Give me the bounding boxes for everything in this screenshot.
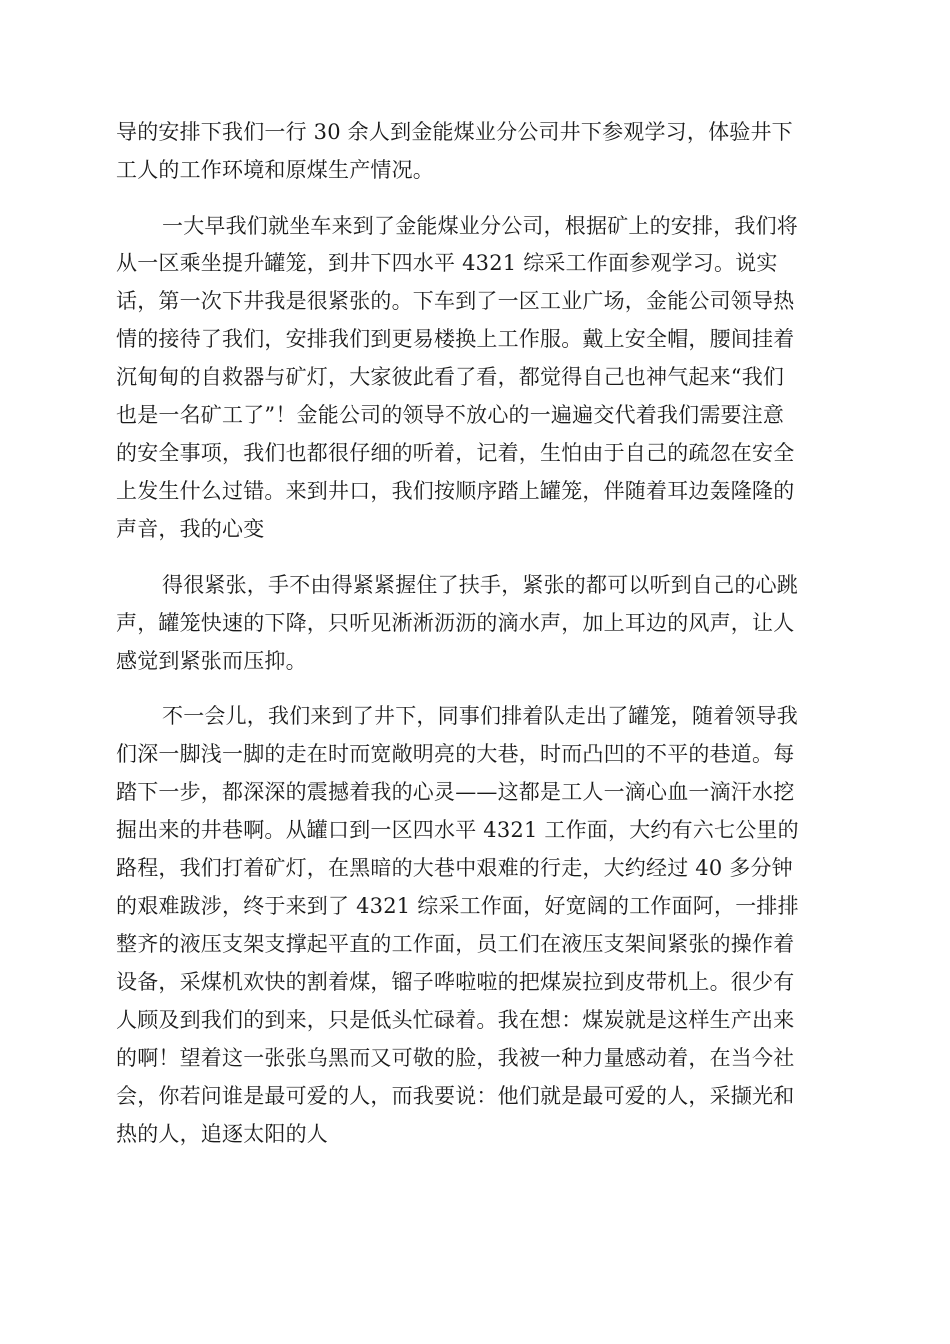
paragraph-3-line-2: 声，罐笼快速的下降，只听见淅淅沥沥的滴水声，加上耳边的风声，让人 xyxy=(116,611,795,635)
paragraph-2-line-9: 声音，我的心变 xyxy=(116,517,265,541)
paragraph-2-line-1: 一大早我们就坐车来到了金能煤业分公司，根据矿上的安排，我们将 xyxy=(162,214,798,238)
paragraph-4-line-12: 热的人，追逐太阳的人 xyxy=(116,1122,328,1146)
paragraph-4-line-11: 会，你若问谁是最可爱的人，而我要说：他们就是最可爱的人，采撷光和 xyxy=(116,1084,795,1108)
paragraph-2-line-2: 从一区乘坐提升罐笼，到井下四水平 4321 综采工作面参观学习。说实 xyxy=(116,251,778,275)
paragraph-4-line-3: 踏下一步，都深深的震撼着我的心灵——这都是工人一滴心血一滴汗水挖 xyxy=(116,780,795,804)
paragraph-2-line-4: 情的接待了我们，安排我们到更易楼换上工作服。戴上安全帽，腰间挂着 xyxy=(116,327,795,351)
paragraph-2-line-3: 话，第一次下井我是很紧张的。下车到了一区工业广场，金能公司领导热 xyxy=(116,289,795,313)
paragraph-4-line-4: 掘出来的井巷啊。从罐口到一区四水平 4321 工作面，大约有六七公里的 xyxy=(116,818,799,842)
paragraph-2-line-7: 的安全事项，我们也都很仔细的听着，记着，生怕由于自己的疏忽在安全 xyxy=(116,441,795,465)
paragraph-4-line-5: 路程，我们打着矿灯，在黑暗的大巷中艰难的行走，大约经过 40 多分钟 xyxy=(116,856,793,880)
paragraph-4-line-9: 人顾及到我们的到来，只是低头忙碌着。我在想：煤炭就是这样生产出来 xyxy=(116,1008,795,1032)
paragraph-2-line-6: 也是一名矿工了”！金能公司的领导不放心的一遍遍交代着我们需要注意 xyxy=(116,403,785,427)
paragraph-2-line-8: 上发生什么过错。来到井口，我们按顺序踏上罐笼，伴随着耳边轰隆隆的 xyxy=(116,479,795,503)
paragraph-3-line-1: 得很紧张，手不由得紧紧握住了扶手，紧张的都可以听到自己的心跳 xyxy=(162,573,798,597)
paragraph-1-line-2: 工人的工作环境和原煤生产情况。 xyxy=(116,158,434,182)
paragraph-4-line-1: 不一会儿，我们来到了井下，同事们排着队走出了罐笼，随着领导我 xyxy=(162,704,798,728)
paragraph-3-line-3: 感觉到紧张而压抑。 xyxy=(116,649,307,673)
paragraph-4-line-10: 的啊！望着这一张张乌黑而又可敬的脸，我被一种力量感动着，在当今社 xyxy=(116,1046,795,1070)
paragraph-4-line-7: 整齐的液压支架支撑起平直的工作面，员工们在液压支架间紧张的操作着 xyxy=(116,932,795,956)
paragraph-4-line-2: 们深一脚浅一脚的走在时而宽敞明亮的大巷，时而凸凹的不平的巷道。每 xyxy=(116,742,795,766)
paragraph-2-line-5: 沉甸甸的自救器与矿灯，大家彼此看了看，都觉得自己也神气起来“我们 xyxy=(116,365,785,389)
paragraph-4-line-6: 的艰难跋涉，终于来到了 4321 综采工作面，好宽阔的工作面阿，一排排 xyxy=(116,894,799,918)
paragraph-1-line-1: 导的安排下我们一行 30 余人到金能煤业分公司井下参观学习，体验井下 xyxy=(116,120,793,144)
paragraph-4-line-8: 设备，采煤机欢快的割着煤，镏子哗啦啦的把煤炭拉到皮带机上。很少有 xyxy=(116,970,795,994)
